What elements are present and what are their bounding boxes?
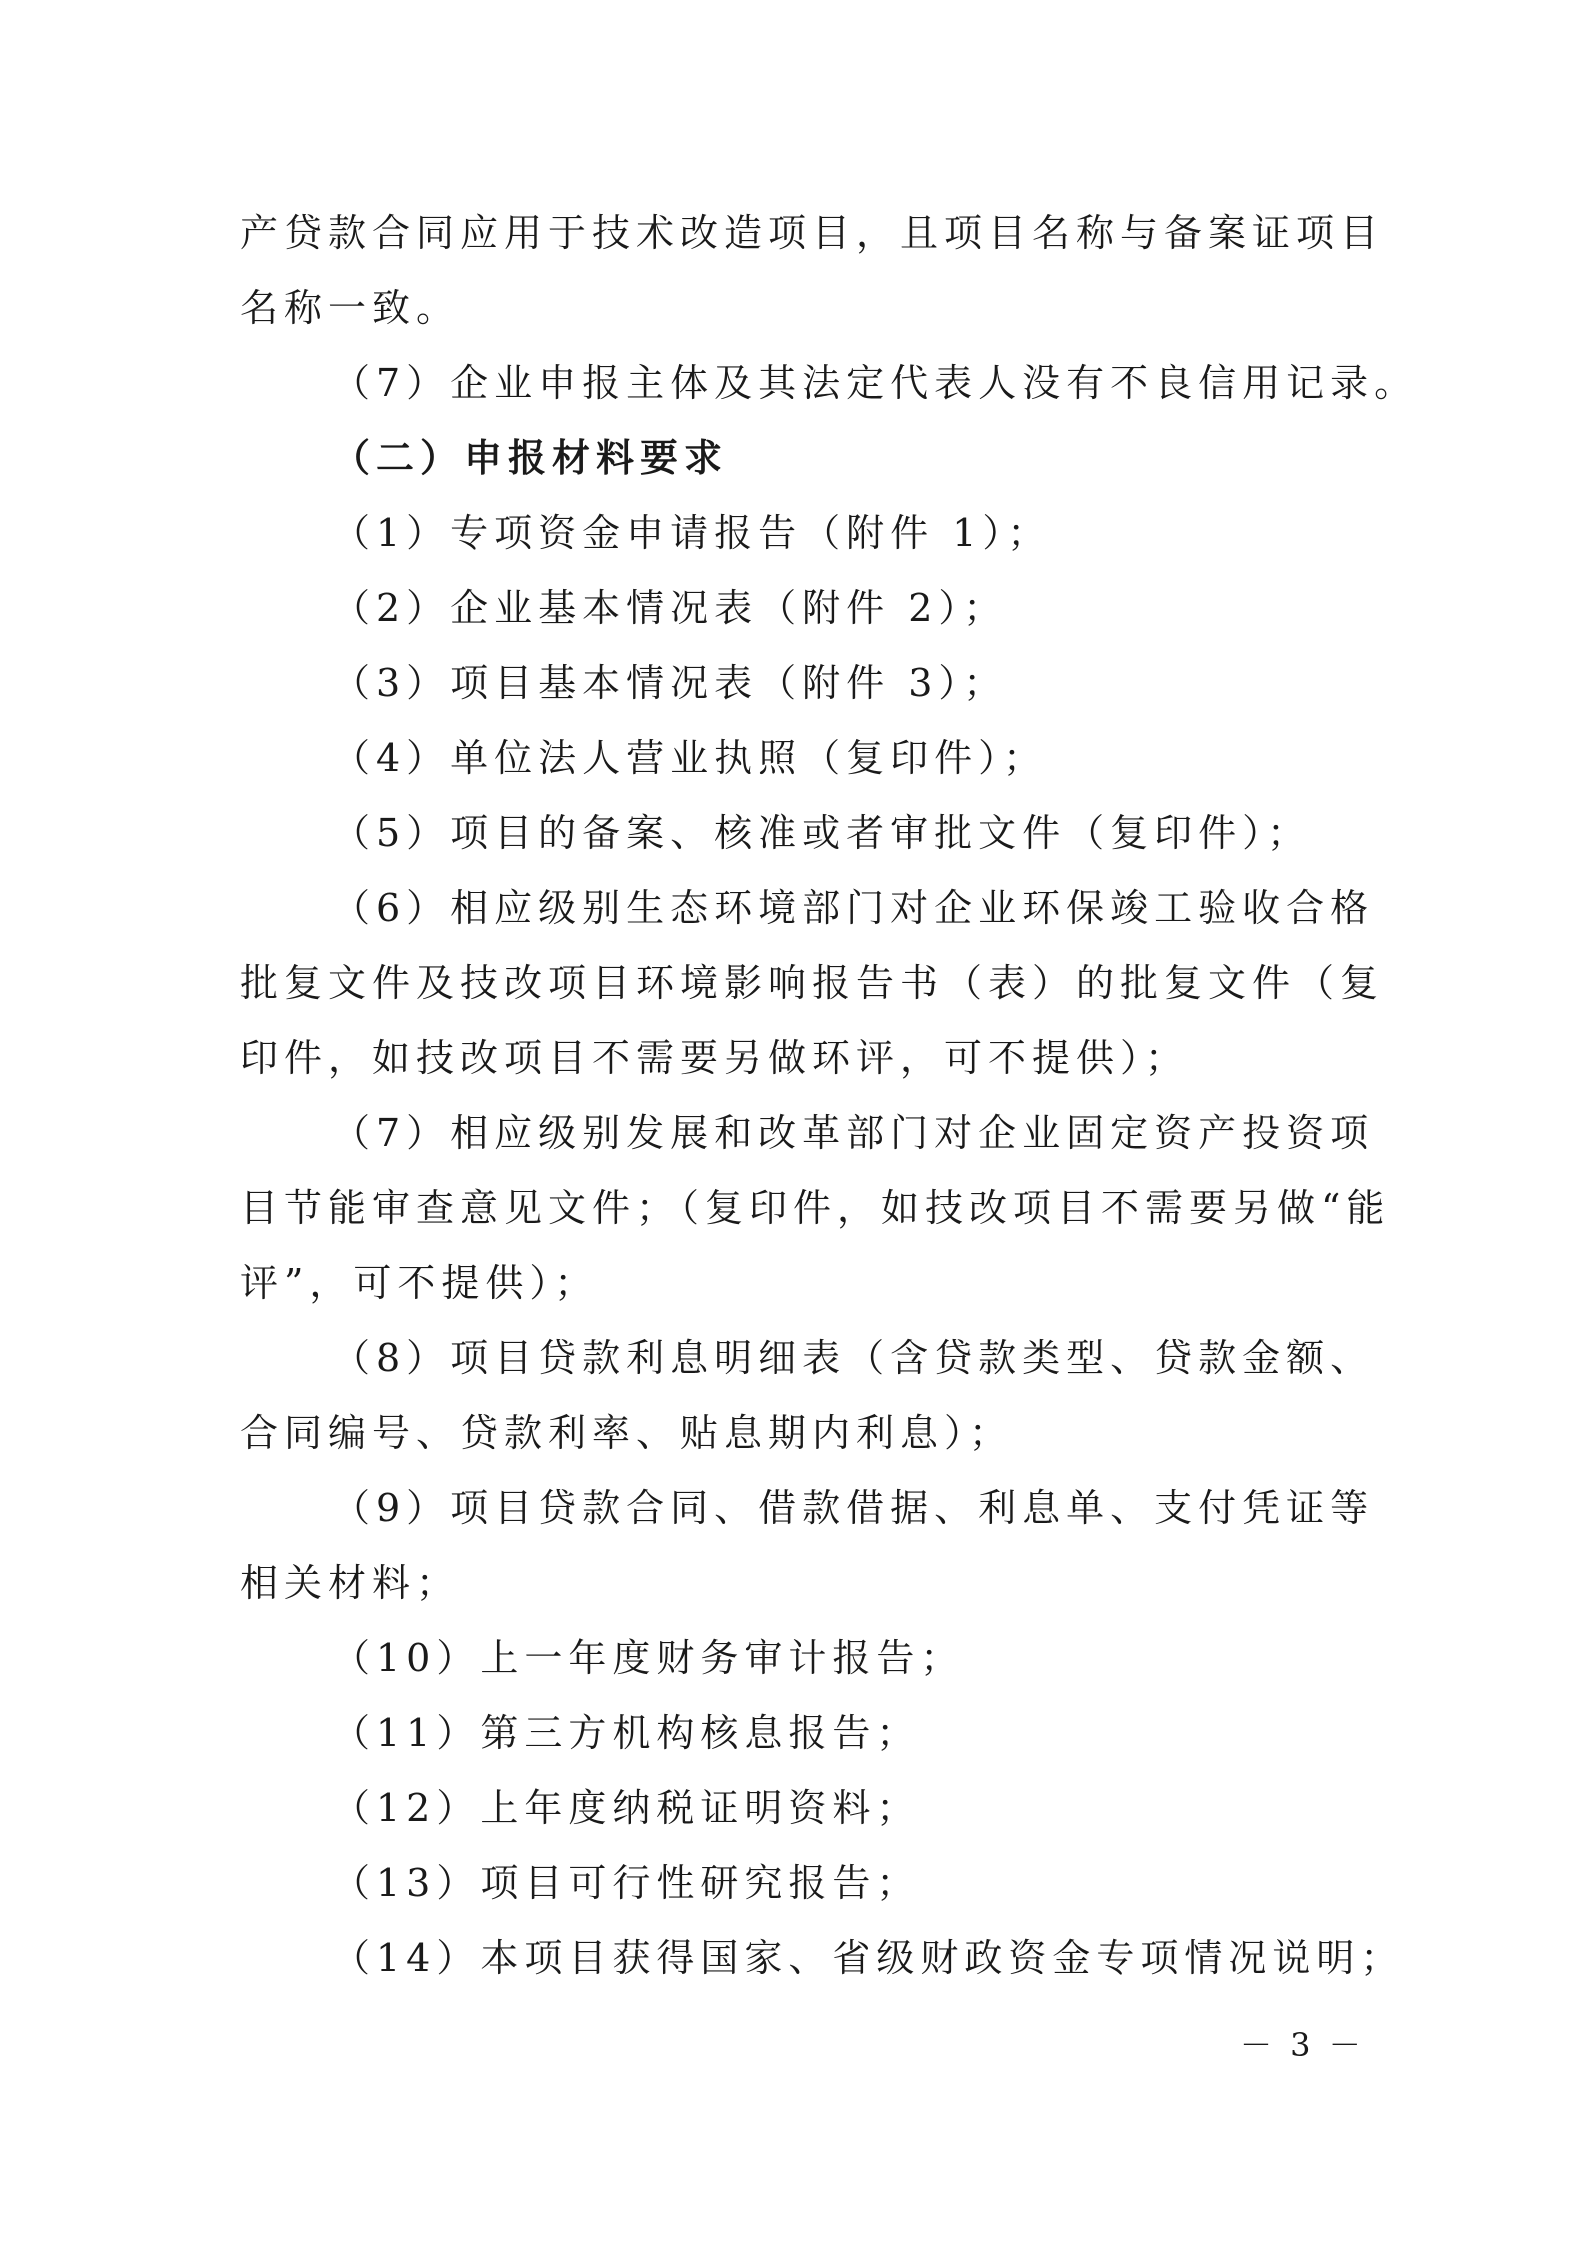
section-heading: （二）申报材料要求 — [332, 436, 729, 480]
text-line: 相关材料； — [240, 1561, 461, 1605]
page-number: － 3 － — [1240, 2026, 1365, 2064]
text-line: （7）企业申报主体及其法定代表人没有不良信用记录。 — [332, 361, 1419, 405]
list-item: （7）相应级别发展和改革部门对企业固定资产投资项 — [332, 1111, 1375, 1155]
list-item: （13）项目可行性研究报告； — [332, 1861, 921, 1905]
text-line: 批复文件及技改项目环境影响报告书（表）的批复文件（复 — [240, 961, 1385, 1005]
list-item: （9）项目贷款合同、借款借据、利息单、支付凭证等 — [332, 1486, 1375, 1530]
list-item: （2）企业基本情况表（附件 2）； — [332, 586, 1008, 630]
list-item: （12）上年度纳税证明资料； — [332, 1786, 921, 1830]
text-line: 评”，可不提供）； — [240, 1261, 599, 1305]
list-item: （6）相应级别生态环境部门对企业环保竣工验收合格 — [332, 886, 1375, 930]
list-item: （4）单位法人营业执照（复印件）； — [332, 736, 1048, 780]
text-line: 名称一致。 — [240, 286, 461, 330]
list-item: （11）第三方机构核息报告； — [332, 1711, 921, 1755]
list-item: （10）上一年度财务审计报告； — [332, 1636, 965, 1680]
list-item: （3）项目基本情况表（附件 3）； — [332, 661, 1008, 705]
list-item: （8）项目贷款利息明细表（含贷款类型、贷款金额、 — [332, 1336, 1375, 1380]
text-line: 产贷款合同应用于技术改造项目，且项目名称与备案证项目 — [240, 211, 1385, 255]
text-line: 印件，如技改项目不需要另做环评，可不提供）； — [240, 1036, 1190, 1080]
document-body — [240, 196, 1419, 1996]
list-item: （14）本项目获得国家、省级财政资金专项情况说明； — [332, 1936, 1405, 1980]
text-line: 目节能审查意见文件；（复印件，如技改项目不需要另做“能 — [240, 1186, 1391, 1230]
text-line: 合同编号、贷款利率、贴息期内利息）； — [240, 1411, 1014, 1455]
list-item: （1）专项资金申请报告（附件 1）； — [332, 511, 1052, 555]
list-item: （5）项目的备案、核准或者审批文件（复印件）； — [332, 811, 1312, 855]
